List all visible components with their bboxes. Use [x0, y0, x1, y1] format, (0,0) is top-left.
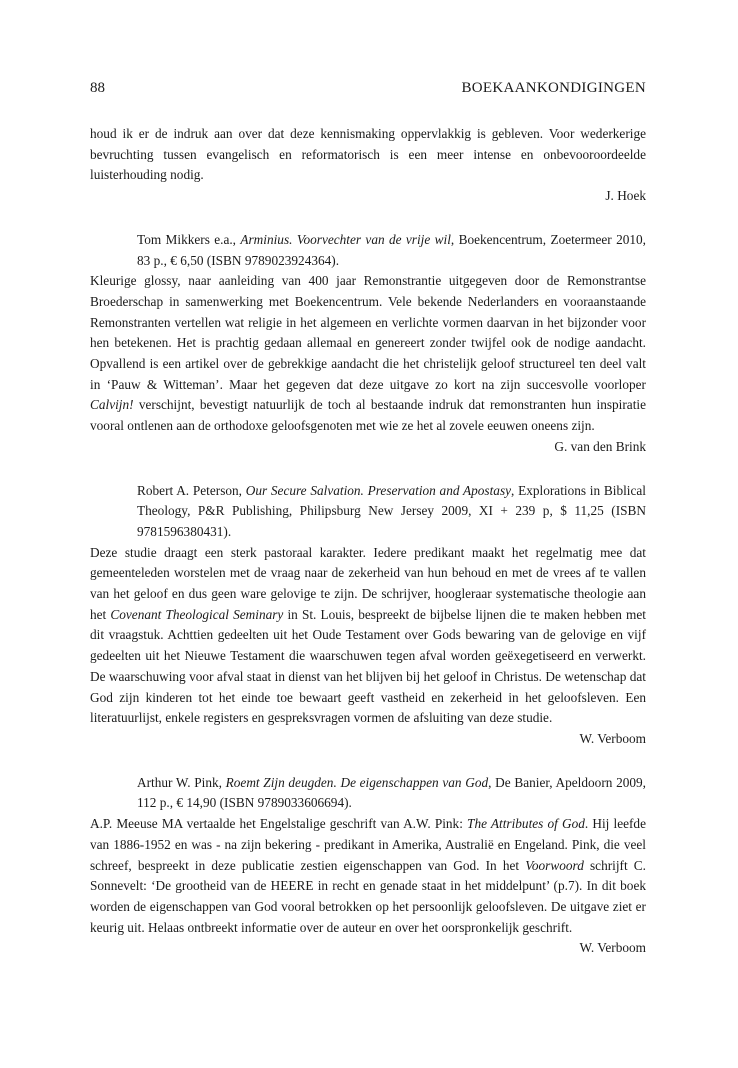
- ref-author: Arthur W. Pink,: [137, 774, 226, 790]
- signature: G. van den Brink: [554, 438, 646, 454]
- review-body: [90, 543, 646, 729]
- ref-title: Our Secure Salvation. Preservation and Apostasy: [245, 482, 512, 498]
- review-italic: Voorwoord: [525, 857, 584, 873]
- review-body: [90, 814, 646, 938]
- review-text: in St. Louis, bespreekt de bijbelse lijnen die te maken hebben met dit vraagstuk. Achttien gedeelten uit het Oude Testament over Gods bewaring van de gelovige en vijf gedeelten uit het Nieuwe Testament die waarschuwen tegen afval worden geëxegetiseerd en verwerkt. De waarschuwing voor afval staat in dienst van het blijven bij het geloof in Christus. De wetenschap dat God zijn kinderen tot het einde toe bewaart geeft vastheid en zekerheid in het geloofsleven. Een literatuurlijst, enkele registers en gespreksvragen vormen de afsluiting van deze studie.: [90, 606, 646, 726]
- review-text: Deze studie draagt een sterk pastoraal karakter. Iedere predikant maakt het regelmatig mee dat gemeenteleden worstelen met de vraag naar de zekerheid van hun behoud en met de vrees af te vallen van het geloof en dus geen ware gelovige te zijn. De schrijver, hoogleraar systematische theologie aan het: [90, 544, 646, 622]
- ref-details: , De Banier, Apeldoorn 2009, 112 p., € 14,90 (ISBN 9789033606694).: [137, 774, 646, 811]
- review-body: [90, 271, 646, 437]
- book-reference: [90, 481, 646, 543]
- running-head: BOEKAANKONDIGINGEN: [461, 80, 646, 96]
- page-number: 88: [90, 80, 105, 96]
- ref-details: , Boekencentrum, Zoetermeer 2010, 83 p., € 6,50 (ISBN 9789023924364).: [137, 231, 646, 268]
- book-reference: [90, 773, 646, 814]
- ref-author: Robert A. Peterson,: [137, 482, 246, 498]
- signature: W. Verboom: [579, 730, 646, 746]
- ref-author: Tom Mikkers e.a.,: [137, 231, 241, 247]
- review-italic: Calvijn!: [90, 397, 134, 413]
- review-text: . Hij leefde van 1886-1952 en was - na zijn bekering - predikant in Amerika, Australië en Engeland. Pink, die veel schreef, bespreekt in deze publicatie zestien eigenschappen van God. In het: [90, 816, 646, 873]
- review-text: verschijnt, bevestigt natuurlijk de toch al bestaande indruk dat remonstranten hun inspiratie vooral ontlenen aan de orthodoxe geloofsgenoten met wie ze het al zovele eeuwen oneens zijn.: [90, 397, 646, 434]
- review-text: Kleurige glossy, naar aanleiding van 400 jaar Remonstrantie uitgegeven door de Remonstrantse Broederschap in samenwerking met Boekencentrum. Vele bekende Nederlanders en vooraanstaande Remonstranten vertellen wat religie in het algemeen en verlichte vormen daarvan in het bijzonder voor hen betekenen. Het is prachtig gedaan allemaal en genereert zonder twijfel ook de nodige aandacht. Opvallend is een artikel over de gebrekkige aandacht die het christelijk geloof structureel ten deel valt in ‘Pauw & Witteman’. Maar het gegeven dat deze uitgave zo kort na zijn succesvolle voorloper: [90, 273, 646, 392]
- page-content: [90, 124, 646, 959]
- review-italic: Covenant Theological Seminary: [110, 606, 284, 622]
- ref-details: , Explorations in Biblical Theology, P&R Publishing, Philipsburg New Jersey 2009, XI + 239 p, $ 11,25 (ISBN 9781596380431).: [137, 482, 646, 539]
- review-text: schrijft C. Sonnevelt: ‘De grootheid van de HEERE in recht en genade staat in het middelpunt’ (p.7). In dit boek worden de eigenschappen van God vooral betrokken op het persoonlijk geloofsleven. De uitgave ziet er keurig uit. Helaas ontbreekt informatie over de auteur en over het oorspronkelijk geschrift.: [90, 857, 646, 935]
- signature: W. Verboom: [579, 940, 646, 956]
- book-reference: [90, 230, 646, 271]
- ref-title: Arminius. Voorvechter van de vrije wil: [240, 231, 451, 247]
- ref-title: Roemt Zijn deugden. De eigenschappen van God: [225, 774, 489, 790]
- signature: J. Hoek: [605, 188, 646, 204]
- review-italic: The Attributes of God: [467, 816, 585, 832]
- intro-paragraph: houd ik er de indruk aan over dat deze kennismaking oppervlakkig is gebleven. Voor wederkerige bevruchting tussen evangelisch en reformatorisch is een meer intense en onbevooroordeelde luisterhouding nodig.: [90, 126, 646, 183]
- review-text: A.P. Meeuse MA vertaalde het Engelstalige geschrift van A.W. Pink:: [90, 816, 468, 832]
